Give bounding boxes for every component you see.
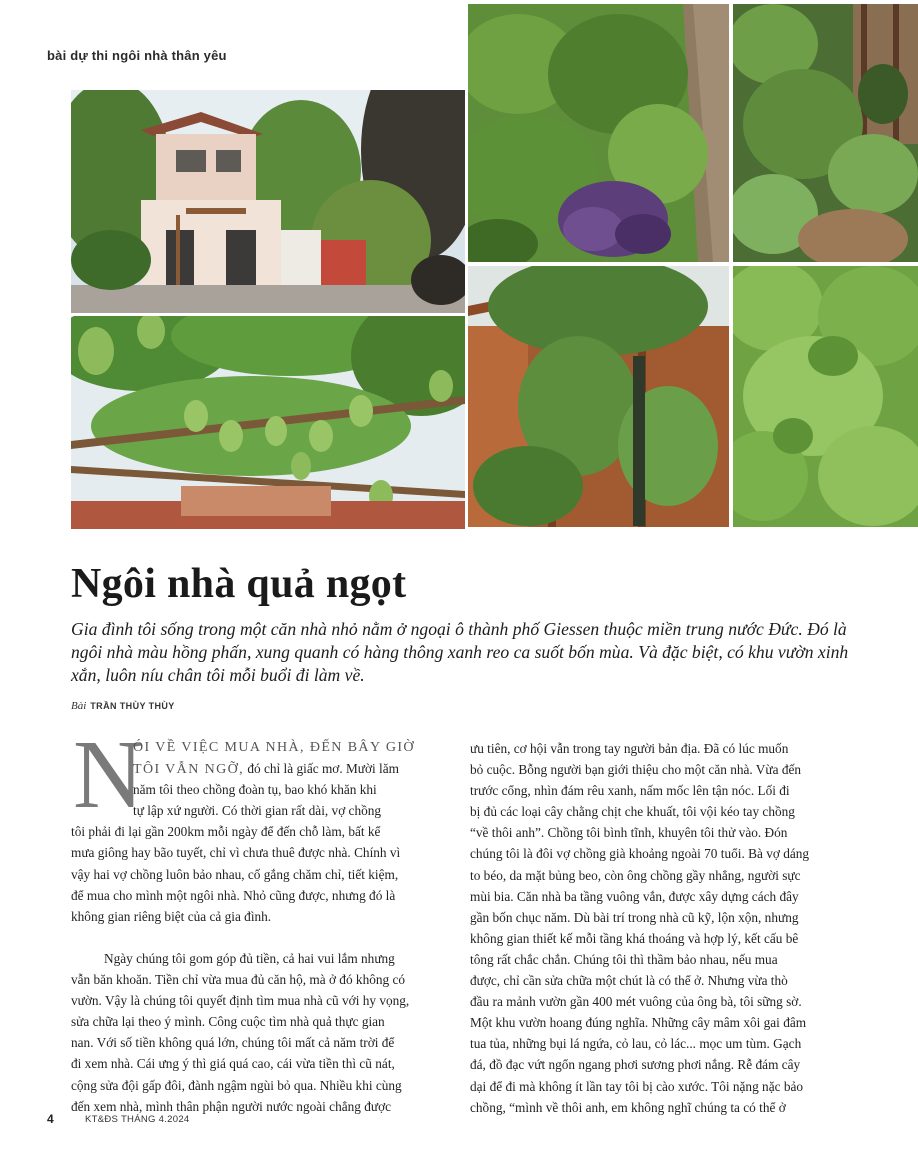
greens-photo <box>468 4 729 262</box>
body-line: trước cổng, nhìn đám rêu xanh, nấm mốc lên tận nóc. Lối đi <box>470 783 790 799</box>
herbs-photo <box>733 266 918 527</box>
body-line: được, chỉ cần sửa chữa một chút là có thể ở. Nhưng vừa thò <box>470 973 788 989</box>
body-column-left <box>71 721 438 1117</box>
body-line: đi xem nhà. Cái ưng ý thì giá quá cao, cái vừa tiền thì cũ nát, <box>71 1056 395 1072</box>
body-line: “về thôi anh”. Chồng tôi bình tĩnh, khuyên tôi thử vào. Đón <box>470 825 788 841</box>
author-name: TRẦN THÙY THÙY <box>90 701 175 711</box>
body-smallcaps: TÔI VẪN NGỠ, <box>133 762 245 778</box>
body-line: Một khu vườn hoang đúng nghĩa. Những cây mâm xôi gai đâm <box>470 1015 807 1031</box>
body-line <box>71 758 438 779</box>
page-number: 4 <box>47 1112 54 1126</box>
body-line: to béo, da mặt bủng beo, còn ông chồng gầy nhẳng, người sực <box>470 867 801 883</box>
body-line: đầu ra mảnh vườn gần 400 mét vuông của ông bà, tôi sững sờ. <box>470 994 802 1010</box>
byline <box>71 700 175 712</box>
body-line: mưa giông hay bão tuyết, chỉ vì chưa thuê được nhà. Chính vì <box>71 845 401 861</box>
body-column-right <box>470 738 846 1118</box>
section-tag: bài dự thi ngôi nhà thân yêu <box>47 48 227 63</box>
body-line: sửa chữa lại theo ý mình. Công cuộc tìm nhà quả thực gian <box>71 1014 385 1030</box>
body-line: vườn. Vậy là chúng tôi quyết định tìm mua nhà cũ với hy vọng, <box>71 993 410 1009</box>
body-line: dại để đi mà không ít lần tay tôi bị cào xước. Tôi nặng nặc bảo <box>470 1078 804 1094</box>
trellis-photo <box>468 266 729 527</box>
body-line: mùi bia. Căn nhà ba tầng vuông vắn, được xây dựng cách đây <box>470 888 799 904</box>
body-line: đến xem nhà, mình thân phận người nước ngoài chẳng được <box>71 1098 392 1114</box>
body-line: tôi phải đi lại gần 200km mỗi ngày để đến chỗ làm, bất kể <box>71 824 381 840</box>
body-line: không gian riêng biệt của cả gia đình. <box>71 908 272 924</box>
chayote-photo <box>71 316 465 529</box>
body-line: không gian thiết kế mỗi tầng khá thoáng và hợp lý, kết cấu bê <box>470 930 799 946</box>
body-line: gần bốn chục năm. Dù bài trí trong nhà cũ kỹ, lộn xộn, nhưng <box>470 909 799 925</box>
body-line: năm tôi theo chồng đoàn tụ, bao khó khăn khi <box>133 782 377 798</box>
magazine-issue: KT&ĐS THÁNG 4.2024 <box>85 1114 190 1125</box>
body-line: để mua cho mình một ngôi nhà. Nhỏ cũng được, nhưng đó là <box>71 887 396 903</box>
body-line: cộng sửa đội gấp đôi, đành ngậm ngùi bỏ qua. Nhiều khi cùng <box>71 1077 402 1093</box>
body-line: vậy hai vợ chồng luôn bảo nhau, cố gắng chăm chỉ, tiết kiệm, <box>71 866 399 882</box>
article-title: Ngôi nhà quả ngọt <box>71 561 407 607</box>
body-line: nan. Với số tiền không quá lớn, chúng tôi mất cả năm trời để <box>71 1035 395 1051</box>
body-line: tự lập xứ người. Có thời gian rất dài, vợ chồng <box>133 803 382 819</box>
article-lead: Gia đình tôi sống trong một căn nhà nhỏ nằm ở ngoại ô thành phố Giessen thuộc miền trung nước Đức. Đó là ngôi nhà màu hồng phấn, xung quanh có hàng thông xanh reo ca suốt bốn mùa. Và đặc biệt, có khu vườn xinh xắn, luôn níu chân tôi mỗi buổi đi làm về. <box>71 619 849 685</box>
body-line: đá, đồ đạc vứt ngổn ngang phơi sương phơi nắng. Rễ đám cây <box>470 1057 801 1073</box>
body-line: chồng, “mình về thôi anh, em không nghĩ chúng ta có thể ở <box>470 1099 786 1115</box>
body-line: bỏ cuộc. Bỗng người bạn giới thiệu cho một căn nhà. Vừa đến <box>470 762 802 778</box>
squash-photo <box>733 4 918 262</box>
house-photo <box>71 90 465 313</box>
drop-cap: N <box>73 721 144 829</box>
byline-prefix: Bài <box>71 700 87 712</box>
body-line: vẫn băn khoăn. Tiền chỉ vừa mua đủ căn hộ, mà ở đó không có <box>71 972 406 988</box>
body-line: Ngày chúng tôi gom góp đủ tiền, cả hai vui lắm nhưng <box>104 950 395 966</box>
body-line: bị đủ các loại cây chằng chịt che khuất, tôi vội kéo tay chồng <box>470 804 795 820</box>
body-line: ưu tiên, cơ hội vẫn trong tay người bản địa. Đã có lúc muốn <box>470 741 789 756</box>
body-text: đó chỉ là giấc mơ. Mười lăm <box>244 761 399 777</box>
body-line: chúng tôi là đôi vợ chồng già khoảng ngoài 70 tuổi. Bà vợ dáng <box>470 846 810 862</box>
body-line: tông rất chắc chắn. Chúng tôi thì thầm bảo nhau, nếu mua <box>470 951 778 967</box>
body-line: ÓI VỀ VIỆC MUA NHÀ, ĐẾN BÂY GIỜ <box>133 740 415 755</box>
body-line: tua tủa, những bụi lá ngứa, cỏ lau, cỏ lác... mọc um tùm. Gạch <box>470 1036 802 1052</box>
